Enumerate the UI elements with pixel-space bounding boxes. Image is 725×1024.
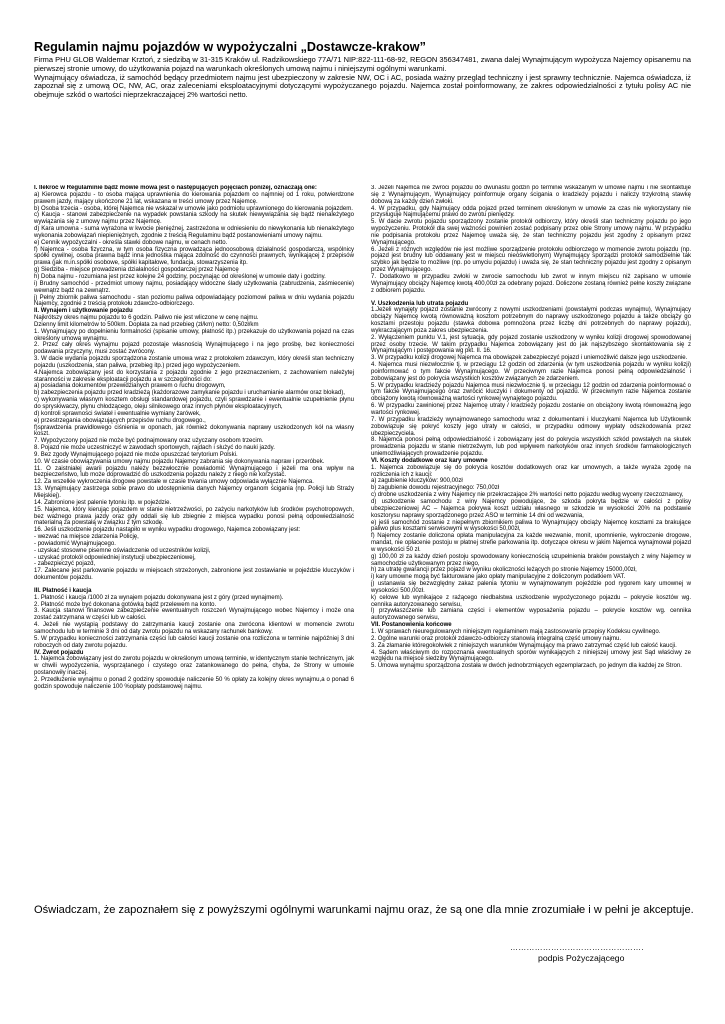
section-heading: VI. Koszty dodatkowe oraz kary umowne bbox=[371, 457, 488, 464]
clause-paragraph: 7. Wypożyczony pojazd nie może być podnajmowany oraz użyczany osobom trzecim. bbox=[34, 438, 264, 445]
document-title: Regulamin najmu pojazdów w wypożyczalni „Dostawcze-krakow” bbox=[34, 40, 426, 54]
clause-paragraph: Dzienny limit kilometrów to 500km. Dopłata za nad przebieg (zł/km) netto: 0,50zł/km bbox=[34, 321, 259, 328]
clause-paragraph: j) Pełny zbiornik paliwa samochodu - stan poziomu paliwa odpowiadający poziomowi paliwa w dniu wydania pojazdu Najemcy, zgodnie z treścią protokołu zdawczo-odbiorczego. bbox=[34, 294, 354, 308]
signature-label: podpis Pożyczającego bbox=[538, 953, 625, 963]
clause-paragraph: c) drobne uszkodzenia z winy Najemcy nie przekraczające 2% wartości netto pojazdu według wyceny rzeczoznawcy, bbox=[371, 492, 684, 499]
clause-paragraph: e) Cennik wypożyczalni - określa stawki dobowe najmu, w cenach netto. bbox=[34, 239, 228, 246]
clause-paragraph: 9. Bez zgody Wynajmującego pojazd nie może opuszczać terytorium Polski. bbox=[34, 451, 238, 458]
intro-paragraph: Wynajmujący oświadcza, iż samochód będący przedmiotem najmu jest ubezpieczony w zakresie NW, OC i AC, posiada ważny przegląd techniczny i jest sprawny technicznie. Najemca oświadcza, iż zapoznał się z umową OC, NW, AC, oraz zaleceniami eksploatacyjnymi dotyczącymi wypożyczanego pojazdu. Najemca został poinformowany, że zakres odpowiedzialności z tytułu polisy AC nie obejmuje szkód o wartości nieprzekraczającej 2% wartości netto. bbox=[34, 72, 691, 99]
clause-paragraph: 8. Najemca ponosi pełną odpowiedzialność i zobowiązany jest do pokrycia wszystkich szkód powstałych na skutek prowadzenia pojazdu w stanie nietrzeźwym, lub pod wpływem narkotyków oraz innych środków farmakologicznych uniemożliwiających prowadzenie pojazdu. bbox=[371, 437, 691, 458]
clause-paragraph: 6. W przypadku zawinionej przez Najemcę utraty / kradzieży pojazdu zostanie on obciążony kwotą równoważną jego wartości rynkowej. bbox=[371, 403, 691, 416]
clause-paragraph: 5. Umowa wynajmu sporządzona została w dwóch jednobrzmiących egzemplarzach, po jednym dla każdej ze Stron. bbox=[371, 663, 682, 670]
clause-paragraph: k) celowe lub wynikające z rażącego niedbalstwa uszkodzenie wypożyczonego pojazdu – pokrycie kosztów wg. cennika autoryzowanego serwisu, bbox=[371, 594, 691, 608]
right-column bbox=[371, 185, 691, 740]
clause-paragraph: 16. Jeśli uszkodzenie pojazdu nastąpiło w wyniku wypadku drogowego, Najemca zobowiązany jest: bbox=[34, 527, 301, 534]
intro-paragraph: Firma PHU GLOB Waldemar Krztoń, z siedzibą w 31-315 Kraków ul. Radzikowskiego 77A/71 NIP:822-111-68-92, REGON 356347481, zwana dalej Wynajmującym wypożycza Najemcy opisanemu na pierwszej stronie umowy, do użytkowania pojazd na warunkach określonych umową najmu i niniejszymi ogólnymi warunkami. bbox=[34, 55, 691, 73]
clause-paragraph: e) przestrzegania obowiązujących przepisów ruchu drogowego., bbox=[34, 417, 206, 424]
clause-paragraph: 14. Zabronione jest palenie tytoniu itp. w pojeździe. bbox=[34, 499, 172, 506]
clause-paragraph: 3. Kaucja stanowi finansowe zabezpieczenie ewentualnych roszczeń Wynajmującego wobec Najemcy i może ona zostać zatrzymana w części lub w całości. bbox=[34, 608, 354, 622]
clause-paragraph: 5. W przypadku konieczności zatrzymania części lub całości kaucji zostanie ona rozliczona w terminie najpóźniej 3 dni roboczych od daty zwrotu pojazdu. bbox=[34, 635, 354, 649]
clause-paragraph: 15. Najemca, który kierując pojazdem w stanie nietrzeźwości, po zażyciu narkotyków lub środków psychotropowych, bez ważnego prawa jazdy oraz gdy oddali się lub zbiegnie z miejsca wypadku ponosi pełną odpowiedzialność materialną za powstałą w związku z tym szkodę. bbox=[34, 506, 354, 527]
clause-paragraph: i) kary umowne mogą być fakturowane jako opłaty manipulacyjne z doliczonym podatkiem VAT. bbox=[371, 574, 626, 581]
clause-paragraph: d) Kara umowna - suma wyrażona w kwocie pieniężnej, zastrzeżona w odniesieniu do niewykonania lub nienależytego wykonania zobowiązań niepieniężnych, zgodnie z treścią Regulaminu bądź postanowieniami umowy najmu. bbox=[34, 226, 354, 239]
clause-paragraph: 11. O zaistniałej awarii pojazdu należy bezzwłocznie powiadomić Wynajmującego i jeżeli ma ona wpływ na bezpieczeństwo, lub może doprowadzić do uszkodzenia pojazdu należy z niego nie korzystać. bbox=[34, 465, 354, 479]
clause-paragraph: f) Najemcy zostanie doliczona opłata manipulacyjna za każde wezwanie, monit, upomnienie, wykroczenie drogowe, mandat, nie opłacenie postoju w płatnej strefie parkowania itp. dotyczące okresu w jakim Najemca wynajmował pojazd w wysokości 50 zł. bbox=[371, 533, 691, 553]
clause-paragraph: 4. W przypadku, gdy Najmujący odda pojazd przed terminem określonym w umowie za czas nie wykorzystany nie przysługuje Najmującemu prawo do zwrotu pieniędzy. bbox=[371, 205, 691, 219]
clause-paragraph: 2. Wyłączeniem punktu V.1, jest sytuacja, gdy pojazd zostanie uszkodzony w wyniku kolizji drogowej spowodowanej przez osoby trzecie. W takim przypadku Najemca zobowiązany jest do jak najszybszego skontaktowania się z Wynajmującym i postępowania wg pkt. II. 16. bbox=[371, 334, 691, 355]
clause-paragraph: a) zagubienie kluczyków: 900,00zł bbox=[371, 478, 463, 485]
clause-paragraph: b) zagubienie dowodu rejestracyjnego: 750,00zł bbox=[371, 485, 500, 492]
section-heading: III. Płatność i kaucja bbox=[34, 587, 92, 594]
clause-paragraph: 4.Najemca zobowiązany jest do korzystania z pojazdu zgodnie z jego przeznaczeniem, z zachowaniem należytej staranności w zakresie eksploatacji pojazdu a w szczególności do: bbox=[34, 369, 354, 383]
clause-paragraph: 17. Zalecane jest parkowanie pojazdu w miejscach strzeżonych, zabronione jest zostawianie w pojeździe kluczyków i dokumentów pojazdu. bbox=[34, 568, 354, 582]
clause-paragraph: c) Kaucja - stanowi zabezpieczenie na wypadek powstania szkody na skutek niewywiązania się bądź nienależytego wywiązania się z umowy najmu przez Najemcę. bbox=[34, 212, 354, 226]
clause-paragraph: 4. Najemca musi niezwłocznie tj. w przeciągu 12 godzin od zdarzenia (w tym uszkodzenia pojazdu w wyniku kolizji) poinformować o tym fakcie Wynajmującego. W przeciwnym razie Najemca ponosi pełną odpowiedzialność i zobowiązany jest do pokrycia wszystkich kosztów związanych ze zdarzeniem. bbox=[371, 362, 691, 382]
clause-paragraph: h) Doba najmu - rozumiana jest przez kolejne 24 godziny, poczynając od określonej w umowie daty i godziny. bbox=[34, 273, 326, 280]
acceptance-declaration: Oświadczam, że zapoznałem się z powyższymi ogólnymi warunkami najmu oraz, że są one dla mnie zrozumiałe i w pełni je akceptuje. bbox=[34, 904, 694, 916]
clause-paragraph: 1. W sprawach nieuregulowanych niniejszym regulaminem mają zastosowanie przepisy Kodeksu cywilnego. bbox=[371, 629, 661, 635]
intro-section bbox=[34, 56, 691, 100]
clause-paragraph: 13. Wynajmujący zastrzega sobie prawo do udostępnienia danych Najemcy organom ścigania (np. Policji lub Straży Miejskiej). bbox=[34, 486, 354, 499]
clause-paragraph: 1. Najemca zobowiązany jest do zwrotu pojazdu w określonym umową terminie, w identycznym stanie technicznym, jak w chwili wypożyczenia, wysprzątanego i czystego oraz zatankowanego do pełna, chyba, że Strony w umowie postanowiły inaczej. bbox=[34, 656, 354, 677]
clause-paragraph: - uzyskać protokół odpowiedniej instytucji ubezpieczeniowej, bbox=[34, 554, 196, 561]
clause-paragraph: e) jeśli samochód zostanie z niepełnym zbiornikiem paliwa to Wynajmujący obciąży Najemcę kosztami za brakujące paliwo plus kosztami serwisowymi w wysokości 50,00zł, bbox=[371, 519, 691, 533]
clause-paragraph: d) uszkodzenie samochodu z winy Najemcy powodujące, że szkoda pokryta będzie w całości z polisy ubezpieczeniowej AC – Najemca pokrywa koszt udziału własnego w szkodzie w wysokości 20% na podstawie kosztorysu naprawy sporządzonego przez ASO w terminie 14 dni od wezwania, bbox=[371, 498, 691, 519]
clause-paragraph: 3. W dacie wydania pojazdu sporządzona zostanie umowa wraz z protokołem zdawczym, który określi stan techniczny pojazdu (uszkodzenia, stan paliwa, przebieg itp.) przed jego wypożyczeniem. bbox=[34, 356, 354, 369]
terms-columns bbox=[34, 185, 691, 740]
document-page bbox=[34, 40, 691, 690]
clause-paragraph: 7. Dodatkowo w przypadku zwłoki w zwrocie samochodu lub zwrot w innym miejscu niż zapisano w umowie Wynajmujący obciąży Najemcę kwotą 400,00zł za odebrany pojazd. Doliczone zostaną również pełne koszty związane z odbiorem pojazdu. bbox=[371, 273, 691, 294]
clause-paragraph: 4. Jeżeli nie wystąpią podstawy do zatrzymania kaucji zostanie ona zwrócona klientowi w momencie zwrotu samochodu lub w terminie 3 dni od daty zwrotu pojazdu na wskazany rachunek bankowy. bbox=[34, 622, 354, 635]
section-heading: V. Uszkodzenia lub utrata pojazdu bbox=[371, 300, 469, 307]
clause-paragraph: 1. Płatność i kaucja /1000 zł za wynajem pojazdu dokonywana jest z góry (przed wynajmem). bbox=[34, 594, 284, 601]
clause-paragraph: 2. Przez cały okres wynajmu pojazd pozostaje własnością Wynajmującego i na jego prośbę, bez konieczności podawania przyczyny, musi zostać zwrócony. bbox=[34, 342, 354, 356]
clause-paragraph: 10. W czasie obowiązywania umowy najmu pojazdu Najemcy zabrania się dokonywania napraw i przeróbek. bbox=[34, 458, 325, 465]
clause-paragraph: 2. Przedłużenie wynajmu o ponad 2 godziny spowoduje naliczenie 50 % opłaty za kolejny okres wynajmu,a o ponad 6 godzin spowoduje naliczenie 100 %opłaty podstawowej najmu. bbox=[34, 676, 354, 690]
clause-paragraph: f) Najemca - osoba fizyczna, w tym osoba fizyczna prowadząca jednoosobową działalność gospodarczą, wspólnicy spółki cywilnej, osoba prawna bądź inna jednostka mająca zdolność do czynności prawnych, wynikającej z przepisów prawa (jak m.in.spółki osobowe, spółki kapitałowe, fundacja, stowarzyszenia itp. bbox=[34, 246, 354, 267]
section-heading: VII. Postanowienia końcowe bbox=[371, 622, 452, 629]
section-heading: I. Ilekroć w Regulaminie bądź mowie mowa jest o następujących pojęciach poniżej, oznaczają one: bbox=[34, 185, 317, 191]
clause-paragraph: - powiadomić Wynajmującego. bbox=[34, 540, 116, 547]
clause-paragraph: 12. Za wszelkie wykroczenia drogowe powstałe w czasie trwania umowy odpowiada wyłącznie Najemca. bbox=[34, 479, 314, 486]
clause-paragraph: 3. Za złamanie któregokolwiek z niniejszych warunków Wynajmujący ma prawo zatrzymać część lub całość kaucji. bbox=[371, 642, 677, 649]
section-heading: II. Wynajem i użytkowanie pojazdu bbox=[34, 308, 133, 315]
clause-paragraph: Najkrótszy okres najmu pojazdu to 6 godzin. Paliwo nie jest wliczone w cenę najmu. bbox=[34, 315, 259, 322]
clause-paragraph: b) Osoba trzecia - osoba, której Najemca nie wskazał w umowie jako podmiotu uprawnionego do kierowania pojazdem. bbox=[34, 205, 353, 212]
clause-paragraph: a) Kierowca pojazdu - to osoba mająca uprawnienia do kierowania pojazdem co najmniej od 1 roku, potwierdzone prawem jazdy, mający ukończone 21 lat, wskazana w treści umowy przez Najemcę. bbox=[34, 191, 354, 205]
clause-paragraph: f)sprawdzenia prawidłowego ciśnienia w oponach, jak również dokonywania naprawy uszkodzonych kół na własny koszt. bbox=[34, 424, 354, 438]
clause-paragraph: 2. Ogólne warunki oraz protokół zdawczo-odbiorczy stanowią integralną część umowy najmu. bbox=[371, 635, 622, 642]
clause-paragraph: 1.Jeżeli wynajęty pojazd zostanie zwrócony z nowymi uszkodzeniami (powstałymi podczas wynajmu), Wynajmujący obciąży Najemcę kwotą równoważną kosztom potrzebnym do naprawy uszkodzonego pojazdu a także obciąży go kosztami przestoju pojazdu (stawka dobowa pomnożona przez liczbę dni potrzebnych do naprawy pojazdu), wykraczającym poza zakres ubezpieczenia. bbox=[371, 307, 691, 334]
clause-paragraph: 7. W przypadku kradzieży wynajmowanego samochodu wraz z dokumentami i kluczykami Najemca lub Użytkownik zobowiązuje się pokryć koszty jego utraty w całości, w przypadku odmowy wypłaty odszkodowania przez ubezpieczyciela. bbox=[371, 416, 691, 437]
clause-paragraph: - zabezpieczyć pojazd, bbox=[34, 561, 96, 568]
clause-paragraph: 2. Płatność może być dokonana gotówką bądź przelewem na konto. bbox=[34, 601, 217, 608]
clause-paragraph: g) Siedziba - miejsce prowadzenia działalności gospodarczej przez Najemcę bbox=[34, 267, 239, 274]
clause-paragraph: d) kontroli sprawności świateł i ewentualnie wymiany żarówek, bbox=[34, 410, 201, 417]
clause-paragraph: 4. Sądem właściwym do rozpoznania ewentualnych sporów wynikających z niniejszej umowy jest Sąd właściwy ze względu na miejsce siedziby Wynajmującego. bbox=[371, 649, 691, 663]
clause-paragraph: b) zabezpieczenia pojazdu przed kradzieżą (każdorazowe zamykanie pojazdu i uruchamianie alarmów oraz blokad), bbox=[34, 390, 345, 397]
clause-paragraph: 8. Pojazd nie może uczestniczyć w zawodach sportowych, rajdach i służyć do nauki jazdy. bbox=[34, 445, 275, 452]
section-heading: IV. Zwrot pojazdu bbox=[34, 649, 84, 656]
clause-paragraph: 6. Jeżeli z różnych względów nie jest możliwe sporządzenie protokołu odbiorczego w momencie zwrotu pojazdu (np. pojazd jest brudny lub oddawany jest w miejscu nieoświetlonym) Wynajmujący sporządzi protokół samodzielnie tak szybko jak będzie to możliwe (np. po umyciu pojazdu) i uważa się, że stan techniczny pojazdu jest zgodny z opisanym przez Wynajmującego. bbox=[371, 246, 691, 274]
clause-paragraph: i) Brudny samochód - przedmiot umowy najmu, posiadający widoczne ślady użytkowania (zabrudzenia, zaśmiecenie) wewnątrz bądź na zewnątrz. bbox=[34, 280, 354, 294]
clause-paragraph: 3. W przypadku kolizji drogowej Najemca ma obowiązek zabezpieczyć pojazd i uniemożliwić dalsze jego uszkodzenie. bbox=[371, 355, 688, 362]
clause-paragraph: - wezwać na miejsce zdarzenia Policję, bbox=[34, 534, 139, 541]
clause-paragraph: 1. Wynajmujący po dopełnieniu formalności (spisanie umowy, płatność itp.) przekazuje do użytkowania pojazd na czas określony umową wynajmu. bbox=[34, 328, 354, 342]
clause-paragraph: a) posiadania dokumentów przewidzianych prawem o ruchu drogowym, bbox=[34, 383, 226, 390]
clause-paragraph: 1. Najemca zobowiązuje się do pokrycia kosztów dodatkowych oraz kar umownych, a także wyraża zgodę na rozliczenia ich z kaucji: bbox=[371, 464, 691, 478]
signature-line: …………………………………………. bbox=[510, 943, 644, 952]
clause-paragraph: h) za utratę gwarancji przez pojazd w wyniku okoliczności leżących po stronie Najemcy 15000,00zł, bbox=[371, 567, 637, 574]
clause-paragraph: g) 100,00 zł za każdy dzień postoju spowodowany koniecznością uzupełnienia braków powstałych z winy Najemcy w samochodzie użytkowanym przez niego, bbox=[371, 553, 691, 567]
clause-paragraph: - uzyskać stosowne pisemne oświadczenie od uczestników kolizji, bbox=[34, 547, 211, 554]
clause-paragraph: 3. Jeżeli Najemca nie zwróci pojazdu do dwunastu godzin po terminie wskazanym w umowie najmu i nie skontaktuje się z Wynajmującym, Wynajmujący poinformuje organy ścigania o kradzieży pojazdu i naliczy trzykrotną stawkę dobową za każdy dzień zwłoki. bbox=[371, 185, 691, 205]
clause-paragraph: l) przywłaszczenie lub zamiana części i elementów wyposażenia pojazdu – pokrycie kosztów wg. cennika autoryzowanego serwisu, bbox=[371, 608, 691, 622]
clause-paragraph: c) wykonywania własnym kosztem obsługi standardowej pojazdu, czyli sprawdzanie i ewentualnie uzupełnienie płynu do spryskiwaczy, płynu chłodzącego, oleju silnikowego oraz innych płynów eksploatacyjnych, bbox=[34, 397, 354, 410]
clause-paragraph: 5. W przypadku kradzieży pojazdu Najemca musi niezwłocznie tj. w przeciągu 12 godzin od zdarzenia poinformować o tym fakcie Wynajmującego oraz zwrócić kluczyki i dokumenty od pojazdu. W przeciwnym razie Najemca zostanie obciążony kwotą równoważną wartości rynkowej wynajętego pojazdu. bbox=[371, 382, 691, 403]
clause-paragraph: j) ustanawia się bezwzględny zakaz palenia tytoniu w wynajmowanym pojeździe pod rygorem kary umownej w wysokości 500,00zł. bbox=[371, 581, 691, 594]
left-column bbox=[34, 185, 354, 740]
clause-paragraph: 5. W dacie zwrotu pojazdu sporządzony zostanie protokół odbiorczy, który określi stan techniczny pojazdu po jego wypożyczeniu. Protokół dla swej ważności powinien zostać podpisany przez obie Strony umowy najmu. W przypadku nie podpisania protokołu przez Najemcę uważa się, że stan techniczny pojazdu jest zgodny z opisanym przez Wynajmującego. bbox=[371, 219, 691, 246]
